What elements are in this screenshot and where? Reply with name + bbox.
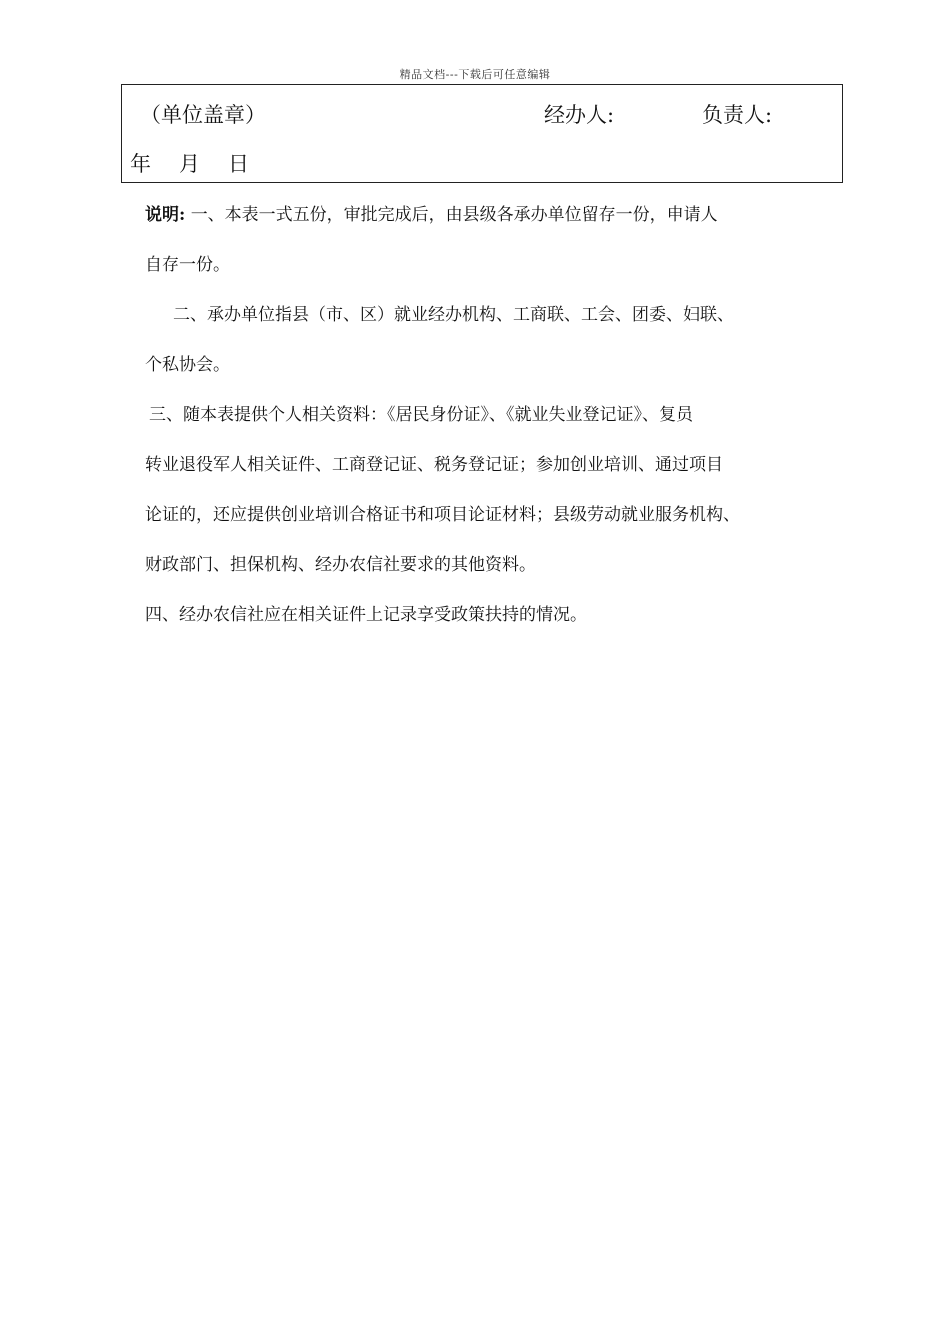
- note-line: 论证的，还应提供创业培训合格证书和项目论证材料；县级劳动就业服务机构、: [145, 505, 740, 525]
- signature-box: [121, 84, 843, 183]
- note-line: 转业退役军人相关证件、工商登记证、税务登记证；参加创业培训、通过项目: [145, 455, 723, 475]
- note-line: 三、随本表提供个人相关资料：《居民身份证》、《就业失业登记证》、复员: [149, 405, 693, 425]
- note-line: 财政部门、担保机构、经办农信社要求的其他资料。: [145, 555, 536, 575]
- leader-label: 负责人:: [702, 103, 773, 127]
- stamp-label: （单位盖章）: [140, 103, 266, 127]
- page-header-note: 精品文档---下载后可任意编辑: [399, 68, 551, 81]
- note-line: 二、承办单位指县（市、区）就业经办机构、工商联、工会、团委、妇联、: [173, 305, 734, 325]
- note-line: [145, 200, 718, 225]
- date-year: 年: [130, 152, 151, 176]
- date-month: 月: [179, 152, 200, 176]
- note-line-text: 一、本表一式五份，审批完成后，由县级各承办单位留存一份，申请人: [190, 205, 718, 225]
- date-day: 日: [228, 152, 249, 176]
- notes-heading: 说明:: [145, 205, 186, 225]
- handler-label: 经办人:: [544, 103, 615, 127]
- note-line: 四、经办农信社应在相关证件上记录享受政策扶持的情况。: [145, 605, 587, 625]
- note-line: 自存一份。: [145, 255, 230, 275]
- date-row: [130, 148, 249, 178]
- note-line: 个私协会。: [145, 355, 230, 375]
